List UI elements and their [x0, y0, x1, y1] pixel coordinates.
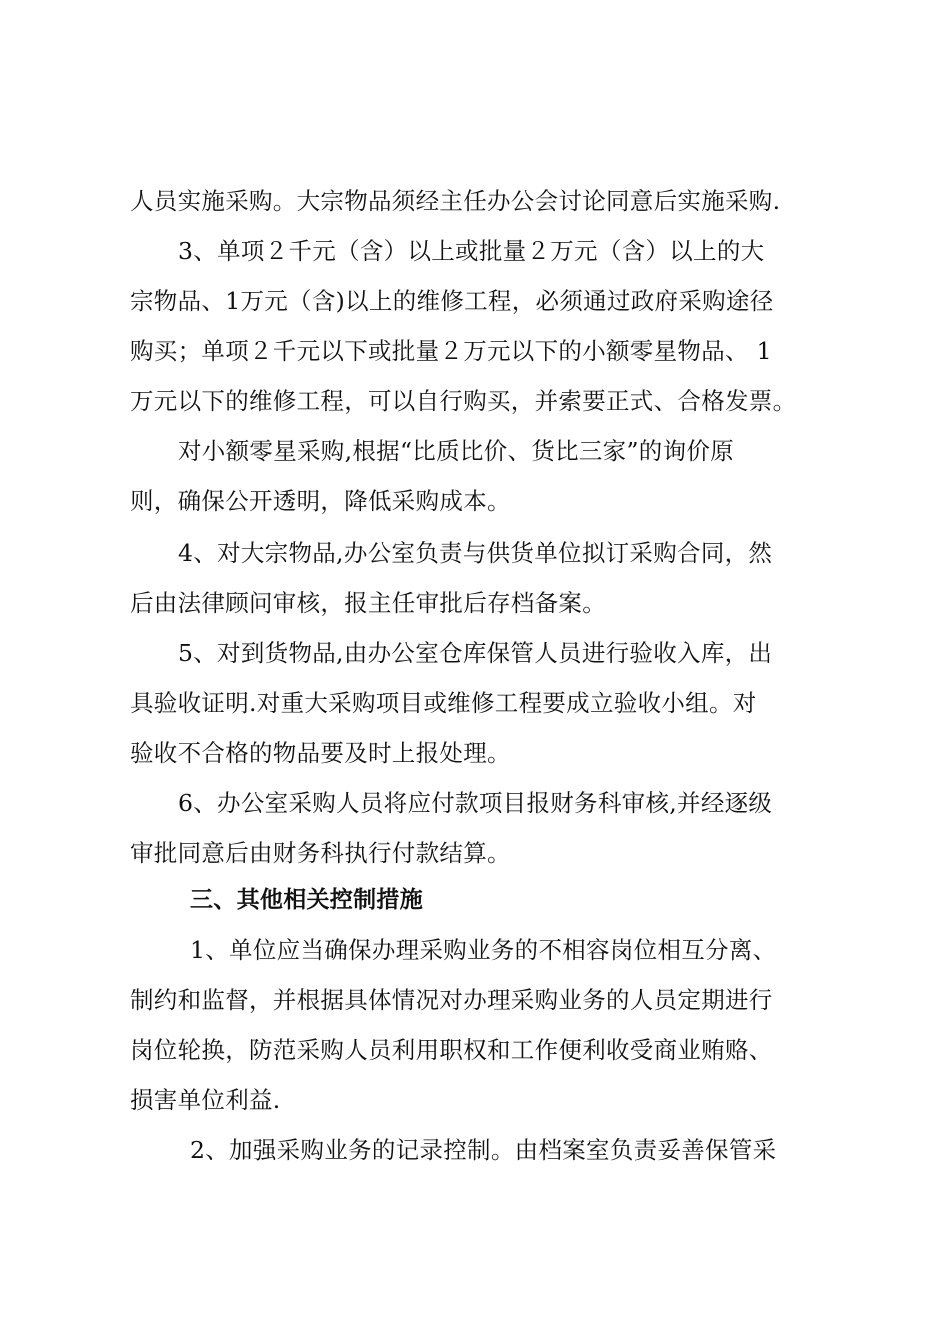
text-line: 宗物品、1万元（含)以上的维修工程，必须通过政府采购途径 — [130, 287, 774, 315]
text-line: 对小额零星采购,根据“比质比价、货比三家”的询价原 — [178, 437, 734, 465]
section-heading: 三、其他相关控制措施 — [190, 887, 423, 913]
text-line: 则，确保公开透明，降低采购成本。 — [130, 487, 511, 515]
text-line: 人员实施采购。大宗物品须经主任办公会讨论同意后实施采购. — [130, 187, 781, 215]
text-line: 2、加强采购业务的记录控制。由档案室负责妥善保管采 — [190, 1136, 777, 1164]
text-line: 6、办公室采购人员将应付款项目报财务科审核,并经逐级 — [178, 789, 773, 817]
text-line: 审批同意后由财务科执行付款结算。 — [130, 839, 511, 867]
text-line: 万元以下的维修工程，可以自行购买，并索要正式、合格发票。 — [130, 387, 797, 415]
text-line: 3、单项２千元（含）以上或批量２万元（含）以上的大 — [178, 237, 765, 265]
text-line: 损害单位利益. — [130, 1086, 281, 1114]
text-line: 具验收证明.对重大采购项目或维修工程要成立验收小组。对 — [130, 689, 757, 717]
text-line: 4、对大宗物品,办公室负责与供货单位拟订采购合同，然 — [178, 539, 773, 567]
text-line: 5、对到货物品,由办公室仓库保管人员进行验收入库，出 — [178, 639, 773, 667]
text-line: 购买；单项２千元以下或批量２万元以下的小额零星物品、 1 — [130, 337, 772, 365]
text-line: 1、单位应当确保办理采购业务的不相容岗位相互分离、 — [190, 936, 777, 964]
text-line: 制约和监督，并根据具体情况对办理采购业务的人员定期进行 — [130, 986, 773, 1014]
text-line: 后由法律顾问审核，报主任审批后存档备案。 — [130, 589, 606, 617]
text-line: 验收不合格的物品要及时上报处理。 — [130, 739, 511, 767]
text-line: 岗位轮换，防范采购人员利用职权和工作便利收受商业贿赂、 — [130, 1036, 773, 1064]
